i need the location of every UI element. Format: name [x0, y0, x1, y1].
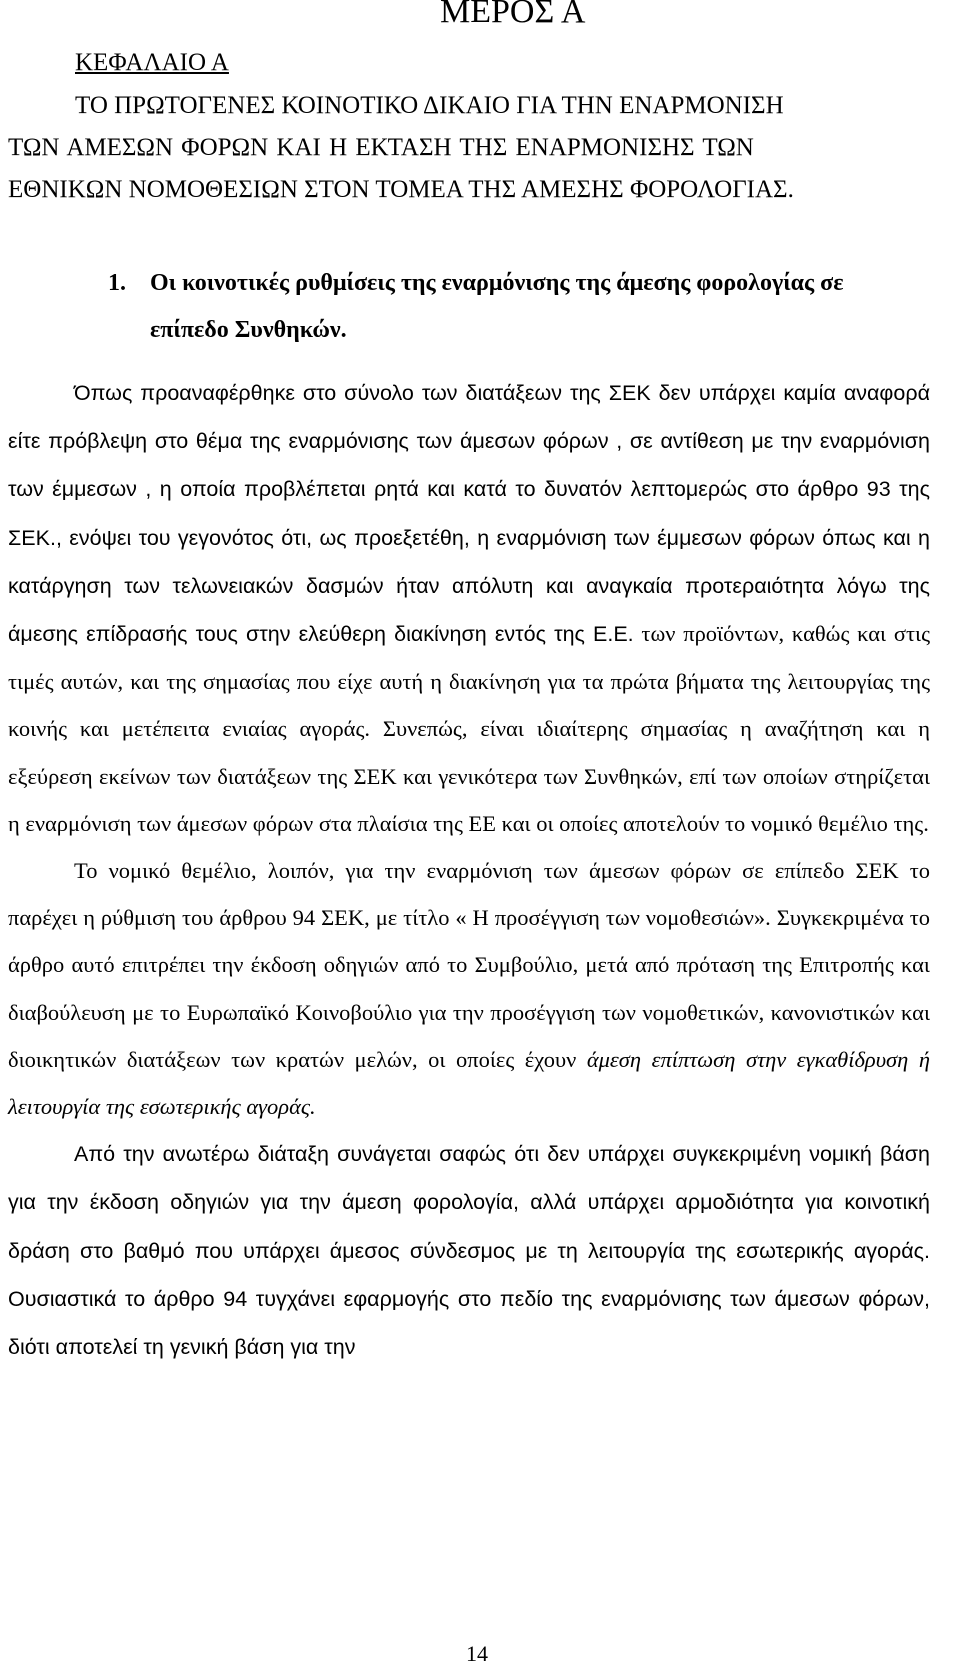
section-title-line-2: επίπεδο Συνθηκών.	[150, 317, 347, 343]
body-text	[8, 369, 930, 1371]
paragraph-2	[8, 847, 930, 1130]
section-title-line-1: Οι κοινοτικές ρυθμίσεις της εναρμόνισης της άμεσης φορολογίας σε	[150, 270, 844, 296]
paragraph-3-sans-text: Από την ανωτέρω διάταξη συνάγεται σαφώς ότι δεν υπάρχει συγκεκριμένη νομική βάση για την έκδοση οδηγιών για την άμεση φορολογία, αλλά υπάρχει αρμοδιότητα για κοινοτική δράση στο βαθμό που υπάρχει άμεσος σύνδεσμος με τη λειτουργία της εσωτερικής αγοράς.	[8, 1142, 930, 1263]
heading-line-3: ΕΘΝΙΚΩΝ ΝΟΜΟΘΕΣΙΩΝ ΣΤΟΝ ΤΟΜΕΑ ΤΗΣ ΑΜΕΣΗΣ ΦΟΡΟΛΟΓΙΑΣ.	[8, 176, 794, 203]
chapter-title: ΚΕΦΑΛΑΙΟ Α	[75, 49, 229, 76]
paragraph-3-sans-text-2: Ουσιαστικά το άρθρο 94 τυγχάνει εφαρμογής στο πεδίο της εναρμόνισης των άμεσων φόρων, διότι αποτελεί τη γενική βάση για την	[8, 1286, 930, 1360]
paragraph-1-sans-text: Όπως προαναφέρθηκε στο σύνολο των διατάξεων της ΣΕΚ δεν υπάρχει καμία αναφορά είτε πρόβλεψη στο θέμα της εναρμόνισης των άμεσων φόρων , σε αντίθεση με την εναρμόνιση των έμμεσων , η οποία προβλέπεται ρητά και κατά το δυνατόν λεπτομερώς στο άρθρο 93 της ΣΕΚ., ενόψει του γεγονότος ότι, ως προεξετέθη, η εναρμόνιση των έμμεσων φόρων όπως και η κατάργηση των τελωνειακών δασμών ήταν απόλυτη και αναγκαία προτεραιότητα λόγω της άμεσης επίδρασής τους στην ελεύθερη διακίνηση εντός της Ε.Ε.	[8, 381, 930, 647]
paragraph-2-italic-text: άμεση επίπτωση στην εγκαθίδρυση ή λειτουργία της εσωτερικής αγοράς.	[8, 1046, 930, 1120]
paragraph-2-text: Το νομικό θεμέλιο, λοιπόν, για την εναρμόνιση των άμεσων φόρων σε επίπεδο ΣΕΚ το παρέχει η ρύθμιση του άρθρου 94 ΣΕΚ, με τίτλο « Η προσέγγιση των νομοθεσιών». Συγκεκριμένα το άρθρο αυτό επιτρέπει την έκδοση οδηγιών από το Συμβούλιο, μετά από πρόταση της Επιτροπής και διαβούλευση με το Ευρωπαϊκό Κοινοβούλιο για την προσέγγιση των νομοθετικών, κανονιστικών και διοικητικών διατάξεων των κρατών μελών, οι οποίες έχουν	[8, 858, 930, 1072]
paragraph-3	[8, 1130, 930, 1371]
page-number: 14	[466, 1641, 488, 1666]
paragraph-1-serif-text: των προϊόντων, καθώς και στις τιμές αυτών, και της σημασίας που είχε αυτή η διακίνηση για τα πρώτα βήματα της λειτουργίας της κοινής και μετέπειτα ενιαίας αγοράς. Συνεπώς, είναι ιδιαίτερης σημασίας η αναζήτηση και η εξεύρεση εκείνων των διατάξεων της ΣΕΚ και γενικότερα των Συνθηκών, επί των οποίων στηρίζεται η εναρμόνιση των άμεσων φόρων στα πλαίσια της ΕΕ και οι οποίες αποτελούν το νομικό θεμέλιο της.	[8, 621, 930, 836]
heading-line-2: ΤΩΝ ΑΜΕΣΩΝ ΦΟΡΩΝ ΚΑΙ Η ΕΚΤΑΣΗ ΤΗΣ ΕΝΑΡΜΟΝΙΣΗΣ ΤΩΝ	[8, 134, 754, 161]
part-title: ΜΕΡΟΣ Α	[440, 0, 586, 30]
paragraph-1	[8, 369, 930, 847]
heading-line-1: ΤΟ ΠΡΩΤΟΓΕΝΕΣ ΚΟΙΝΟΤΙΚΟ ΔΙΚΑΙΟ ΓΙΑ ΤΗΝ ΕΝΑΡΜΟΝΙΣΗ	[75, 92, 784, 119]
section-number: 1.	[108, 270, 126, 296]
